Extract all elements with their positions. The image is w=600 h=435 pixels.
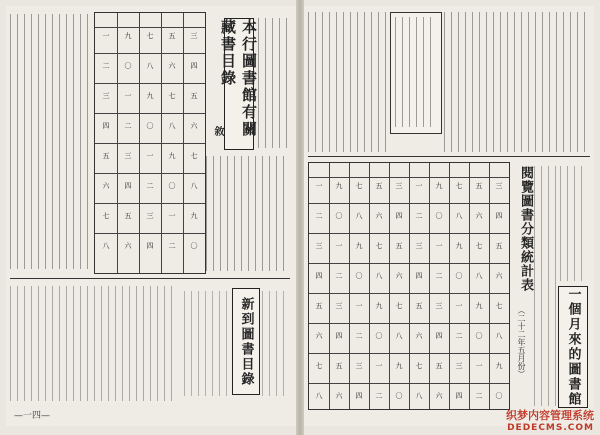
table-cell-digit: 八: [455, 212, 463, 220]
table-cell-digit: 五: [335, 362, 343, 370]
table-cell-digit: 四: [495, 212, 503, 220]
preface-text: [206, 156, 290, 271]
table-cell-digit: 一: [315, 182, 323, 190]
table-cell-digit: 二: [102, 62, 110, 70]
table-cell-digit: 七: [495, 302, 503, 310]
right-page: [304, 6, 594, 426]
table-cell-digit: 〇: [395, 392, 403, 400]
body-text-block-right-2: [444, 12, 589, 152]
table-cell-digit: 一: [168, 212, 176, 220]
table-cell-digit: 八: [190, 182, 198, 190]
table-cell-digit: 六: [395, 272, 403, 280]
table-cell-digit: 五: [375, 182, 383, 190]
stats-subtitle: （二十二年五月份）: [517, 306, 526, 378]
table-cell-digit: 七: [375, 242, 383, 250]
table-cell-digit: 四: [415, 272, 423, 280]
table-cell-digit: 二: [124, 122, 132, 130]
table-cell-digit: 五: [415, 302, 423, 310]
table-cell-digit: 四: [435, 332, 443, 340]
table-cell-digit: 六: [375, 212, 383, 220]
table-cell-digit: 二: [415, 212, 423, 220]
table-cell-digit: 二: [168, 242, 176, 250]
table-cell-digit: 九: [146, 92, 154, 100]
table-cell-digit: 九: [355, 242, 363, 250]
table-cell-digit: 五: [124, 212, 132, 220]
table-cell-digit: 七: [168, 92, 176, 100]
table-cell-digit: 〇: [475, 332, 483, 340]
body-text-block: [10, 14, 90, 269]
table-cell-digit: 〇: [355, 272, 363, 280]
table-cell-digit: 〇: [455, 272, 463, 280]
table-cell-digit: 三: [395, 182, 403, 190]
table-cell-digit: 七: [455, 182, 463, 190]
table-cell-digit: 九: [335, 182, 343, 190]
table-cell-digit: 四: [190, 62, 198, 70]
table-cell-digit: 三: [102, 92, 110, 100]
book-gutter: [296, 0, 304, 435]
table-cell-digit: 七: [315, 362, 323, 370]
table-cell-digit: 七: [395, 302, 403, 310]
new-books-list: [10, 286, 178, 401]
table-cell-digit: 四: [395, 212, 403, 220]
table-cell-digit: 三: [146, 212, 154, 220]
table-cell-digit: 一: [435, 242, 443, 250]
watermark-line1: 织梦内容管理系统: [506, 409, 594, 422]
table-cell-digit: 四: [455, 392, 463, 400]
table-cell-digit: 六: [190, 122, 198, 130]
table-cell-digit: 三: [190, 32, 198, 40]
table-cell-digit: 二: [435, 272, 443, 280]
table-cell-digit: 五: [395, 242, 403, 250]
catalog-title-box: [219, 18, 258, 150]
table-cell-digit: 六: [475, 212, 483, 220]
table-cell-digit: 四: [102, 122, 110, 130]
table-cell-digit: 五: [168, 32, 176, 40]
table-cell-digit: 三: [335, 302, 343, 310]
table-cell-digit: 六: [415, 332, 423, 340]
table-cell-digit: 一: [415, 182, 423, 190]
table-cell-digit: 九: [168, 152, 176, 160]
table-cell-digit: 六: [315, 332, 323, 340]
table-cell-digit: 八: [415, 392, 423, 400]
table-cell-digit: 六: [335, 392, 343, 400]
table-cell-digit: 二: [146, 182, 154, 190]
new-books-title-box: [232, 288, 260, 395]
table-cell-digit: 三: [455, 362, 463, 370]
table-cell-digit: 五: [315, 302, 323, 310]
table-cell-digit: 九: [475, 302, 483, 310]
table-cell-digit: 一: [475, 362, 483, 370]
table-cell-digit: 八: [355, 212, 363, 220]
table-cell-digit: 九: [495, 362, 503, 370]
article-text: [534, 166, 556, 406]
table-cell-digit: 六: [435, 392, 443, 400]
table-cell-digit: 九: [395, 362, 403, 370]
table-cell-digit: 一: [335, 242, 343, 250]
table-cell-digit: 七: [102, 212, 110, 220]
table-cell-digit: 三: [435, 302, 443, 310]
table-cell-digit: 〇: [124, 62, 132, 70]
table-cell-digit: 二: [315, 212, 323, 220]
page-number: —一四—: [14, 411, 51, 421]
table-cell-digit: 六: [124, 242, 132, 250]
site-watermark: [506, 407, 594, 433]
table-cell-digit: 三: [495, 182, 503, 190]
new-books-title: 新到圖書目錄: [238, 296, 254, 387]
table-cell-digit: 四: [335, 332, 343, 340]
left-page: [6, 6, 296, 426]
table-cell-digit: 八: [315, 392, 323, 400]
table-cell-digit: 八: [168, 122, 176, 130]
body-text-block-right: [308, 12, 388, 152]
table-cell-digit: 八: [395, 332, 403, 340]
table-cell-digit: 八: [102, 242, 110, 250]
table-cell-digit: 四: [146, 242, 154, 250]
table-cell-digit: 三: [355, 362, 363, 370]
preface-label: 敘: [212, 126, 223, 136]
table-cell-digit: 二: [455, 332, 463, 340]
table-cell-digit: 九: [435, 182, 443, 190]
preface-text-top: [258, 18, 290, 148]
table-cell-digit: 四: [315, 272, 323, 280]
table-cell-digit: 四: [355, 392, 363, 400]
table-cell-digit: 八: [495, 332, 503, 340]
catalog-title: 本行圖書館有關藏書目錄: [219, 19, 258, 138]
table-cell-digit: 七: [190, 152, 198, 160]
table-cell-digit: 三: [124, 152, 132, 160]
table-cell-digit: 五: [495, 242, 503, 250]
table-cell-digit: 九: [190, 212, 198, 220]
table-cell-digit: 〇: [375, 332, 383, 340]
table-cell-digit: 〇: [190, 242, 198, 250]
table-cell-digit: 九: [124, 32, 132, 40]
section-divider-right: [308, 156, 590, 157]
table-cell-digit: 五: [190, 92, 198, 100]
table-cell-digit: 八: [146, 62, 154, 70]
table-cell-digit: 一: [455, 302, 463, 310]
table-cell-digit: 二: [475, 392, 483, 400]
new-books-intro: [262, 291, 290, 396]
table-cell-digit: 六: [102, 182, 110, 190]
table-cell-digit: 〇: [495, 392, 503, 400]
table-cell-digit: 一: [124, 92, 132, 100]
table-cell-digit: 五: [475, 182, 483, 190]
table-cell-digit: 二: [335, 272, 343, 280]
table-cell-digit: 四: [124, 182, 132, 190]
table-cell-digit: 八: [475, 272, 483, 280]
table-cell-digit: 一: [102, 32, 110, 40]
table-cell-digit: 五: [435, 362, 443, 370]
table-cell-digit: 一: [375, 362, 383, 370]
table-cell-digit: 九: [455, 242, 463, 250]
table-cell-digit: 七: [415, 362, 423, 370]
catalog-table: [94, 12, 206, 274]
stats-table: [308, 162, 510, 410]
table-cell-digit: 二: [355, 332, 363, 340]
table-cell-digit: 七: [475, 242, 483, 250]
table-cell-digit: 〇: [435, 212, 443, 220]
notice-box: [390, 12, 442, 134]
table-cell-digit: 〇: [146, 122, 154, 130]
table-cell-digit: 六: [168, 62, 176, 70]
table-cell-digit: 七: [355, 182, 363, 190]
article-title: 一個月來的圖書館: [565, 287, 581, 407]
table-cell-digit: 七: [146, 32, 154, 40]
table-cell-digit: 六: [495, 272, 503, 280]
watermark-line2: DEDECMS.COM: [507, 423, 594, 433]
table-cell-digit: 一: [146, 152, 154, 160]
table-cell-digit: 八: [375, 272, 383, 280]
table-cell-digit: 三: [415, 242, 423, 250]
article-title-box: [558, 286, 588, 408]
article-text-top: [560, 166, 586, 281]
stats-title: 閱覽圖書分類統計表: [518, 166, 533, 292]
table-cell-digit: 五: [102, 152, 110, 160]
table-cell-digit: 〇: [335, 212, 343, 220]
table-cell-digit: 〇: [168, 182, 176, 190]
table-cell-digit: 三: [315, 242, 323, 250]
table-cell-digit: 一: [355, 302, 363, 310]
table-cell-digit: 二: [375, 392, 383, 400]
section-divider: [10, 278, 290, 279]
table-cell-digit: 九: [375, 302, 383, 310]
new-books-side-text: [184, 291, 228, 396]
